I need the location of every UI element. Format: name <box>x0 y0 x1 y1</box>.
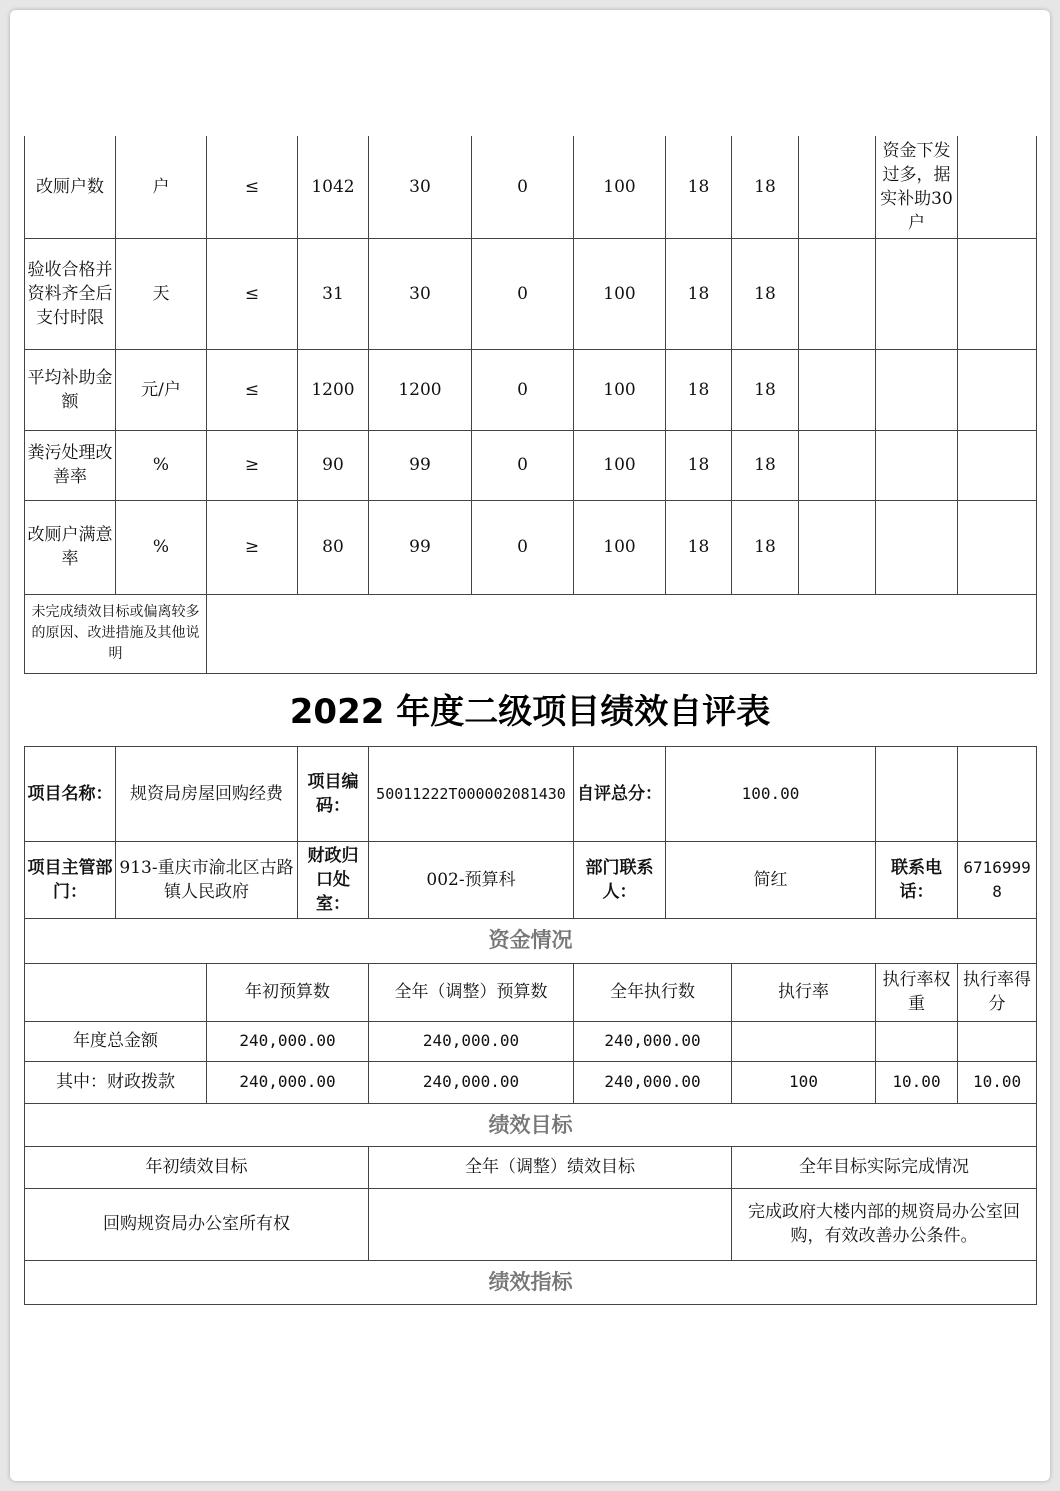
indicator-score: 18 <box>732 349 799 430</box>
indicator-blank <box>958 136 1037 238</box>
indicator-target: 31 <box>298 238 369 349</box>
funds-budget: 240,000.00 <box>207 1021 369 1061</box>
indicator-weight: 18 <box>666 349 732 430</box>
dept-row <box>25 842 1037 919</box>
indicator-unit: 元/户 <box>116 349 207 430</box>
indicator-score-rate: 100 <box>574 238 666 349</box>
dept-label: 项目主管部门： <box>25 842 116 919</box>
indicator-deviation: 0 <box>472 500 574 594</box>
indicator-name: 改厕户数 <box>25 136 116 238</box>
indicator-note <box>876 349 958 430</box>
indicator-score-rate: 100 <box>574 136 666 238</box>
funds-adjusted: 240,000.00 <box>369 1021 574 1061</box>
indicator-operator: ≤ <box>207 136 298 238</box>
indicator-score: 18 <box>732 500 799 594</box>
indicator-note: 资金下发过多，据实补助30户 <box>876 136 958 238</box>
phone-label: 联系电话： <box>876 842 958 919</box>
reason-label: 未完成绩效目标或偏离较多的原因、改进措施及其他说明 <box>25 594 207 673</box>
funds-row-label: 年度总金额 <box>25 1021 207 1061</box>
indicator-actual: 1200 <box>369 349 472 430</box>
indicator-unit: 天 <box>116 238 207 349</box>
page-title: 2022 年度二级项目绩效自评表 <box>289 692 771 732</box>
indicator-weight: 18 <box>666 238 732 349</box>
self-score-label: 自评总分： <box>574 747 666 842</box>
reason-content <box>207 594 1037 673</box>
indicator-extra <box>799 136 876 238</box>
indicator-score: 18 <box>732 238 799 349</box>
indicator-extra <box>799 238 876 349</box>
indicator-name: 粪污处理改善率 <box>25 430 116 500</box>
indicator-actual: 30 <box>369 238 472 349</box>
indicator-operator: ≥ <box>207 500 298 594</box>
goals-header-row <box>25 1146 1037 1188</box>
finance-office-label: 财政归口处室： <box>298 842 369 919</box>
indicator-weight: 18 <box>666 136 732 238</box>
goals-header: 全年（调整）绩效目标 <box>369 1146 732 1188</box>
goals-row <box>25 1188 1037 1260</box>
contact-label: 部门联系人： <box>574 842 666 919</box>
indicator-note <box>876 238 958 349</box>
project-table <box>24 746 1037 919</box>
funds-header: 年初预算数 <box>207 963 369 1021</box>
project-name: 规资局房屋回购经费 <box>116 747 298 842</box>
project-row <box>25 747 1037 842</box>
funds-goals-table <box>24 918 1037 1305</box>
project-code-label: 项目编码： <box>298 747 369 842</box>
indicator-score: 18 <box>732 136 799 238</box>
indicator-row <box>25 500 1037 594</box>
indicator-extra <box>799 430 876 500</box>
indicator-operator: ≥ <box>207 430 298 500</box>
funds-budget: 240,000.00 <box>207 1061 369 1103</box>
indicator-deviation: 0 <box>472 238 574 349</box>
goal-initial: 回购规资局办公室所有权 <box>25 1188 369 1260</box>
project-name-label: 项目名称： <box>25 747 116 842</box>
indicator-actual: 30 <box>369 136 472 238</box>
indicator-blank <box>958 238 1037 349</box>
funds-header-blank <box>25 963 207 1021</box>
funds-row-label: 其中：财政拨款 <box>25 1061 207 1103</box>
funds-row <box>25 1061 1037 1103</box>
goals-section-title: 绩效目标 <box>25 1103 1037 1146</box>
blank-cell <box>876 747 958 842</box>
funds-header: 执行率得分 <box>958 963 1037 1021</box>
indicator-row <box>25 430 1037 500</box>
indicator-weight: 18 <box>666 500 732 594</box>
indicator-table-body <box>24 136 1037 674</box>
phone: 67169998 <box>958 842 1037 919</box>
section-row <box>25 918 1037 963</box>
funds-header: 全年执行数 <box>574 963 732 1021</box>
indicator-deviation: 0 <box>472 136 574 238</box>
finance-office: 002-预算科 <box>369 842 574 919</box>
project-code: 50011222T000002081430 <box>369 747 574 842</box>
indicator-operator: ≤ <box>207 238 298 349</box>
funds-header: 全年（调整）预算数 <box>369 963 574 1021</box>
indicator-target: 1042 <box>298 136 369 238</box>
funds-executed: 240,000.00 <box>574 1061 732 1103</box>
funds-header: 执行率权重 <box>876 963 958 1021</box>
funds-row <box>25 1021 1037 1061</box>
funds-section-title: 资金情况 <box>25 918 1037 963</box>
goal-actual: 完成政府大楼内部的规资局办公室回购，有效改善办公条件。 <box>732 1188 1037 1260</box>
goal-adjusted <box>369 1188 732 1260</box>
section-row <box>25 1260 1037 1304</box>
indicator-actual: 99 <box>369 500 472 594</box>
indicator-deviation: 0 <box>472 430 574 500</box>
section-row <box>25 1103 1037 1146</box>
goals-header: 全年目标实际完成情况 <box>732 1146 1037 1188</box>
indicator-target: 1200 <box>298 349 369 430</box>
funds-adjusted: 240,000.00 <box>369 1061 574 1103</box>
indicator-blank <box>958 500 1037 594</box>
indicator-row <box>25 349 1037 430</box>
blank-cell <box>958 747 1037 842</box>
indicator-name: 验收合格并资料齐全后支付时限 <box>25 238 116 349</box>
funds-weight: 10.00 <box>876 1061 958 1103</box>
indicator-name: 改厕户满意率 <box>25 500 116 594</box>
indicator-actual: 99 <box>369 430 472 500</box>
indicator-note <box>876 430 958 500</box>
self-score: 100.00 <box>666 747 876 842</box>
indicator-target: 90 <box>298 430 369 500</box>
indicator-name: 平均补助金额 <box>25 349 116 430</box>
funds-header-row <box>25 963 1037 1021</box>
indicator-note <box>876 500 958 594</box>
funds-rate: 100 <box>732 1061 876 1103</box>
funds-executed: 240,000.00 <box>574 1021 732 1061</box>
contact: 简红 <box>666 842 876 919</box>
indicator-extra <box>799 349 876 430</box>
indicator-unit: % <box>116 500 207 594</box>
funds-rate <box>732 1021 876 1061</box>
funds-score <box>958 1021 1037 1061</box>
reason-row <box>25 594 1037 673</box>
goals-header: 年初绩效目标 <box>25 1146 369 1188</box>
indicator-unit: % <box>116 430 207 500</box>
indicator-score-rate: 100 <box>574 349 666 430</box>
indicator-blank <box>958 430 1037 500</box>
indicator-weight: 18 <box>666 430 732 500</box>
indicator-score: 18 <box>732 430 799 500</box>
indicator-score-rate: 100 <box>574 500 666 594</box>
indicator-deviation: 0 <box>472 349 574 430</box>
funds-weight <box>876 1021 958 1061</box>
indicator-score-rate: 100 <box>574 430 666 500</box>
indicator-row <box>25 238 1037 349</box>
indicator-unit: 户 <box>116 136 207 238</box>
indicator-row <box>25 136 1037 238</box>
funds-header: 执行率 <box>732 963 876 1021</box>
indicator-blank <box>958 349 1037 430</box>
funds-score: 10.00 <box>958 1061 1037 1103</box>
dept: 913-重庆市渝北区古路镇人民政府 <box>116 842 298 919</box>
indicator-extra <box>799 500 876 594</box>
indicators-section-title: 绩效指标 <box>25 1260 1037 1304</box>
indicator-operator: ≤ <box>207 349 298 430</box>
indicator-target: 80 <box>298 500 369 594</box>
